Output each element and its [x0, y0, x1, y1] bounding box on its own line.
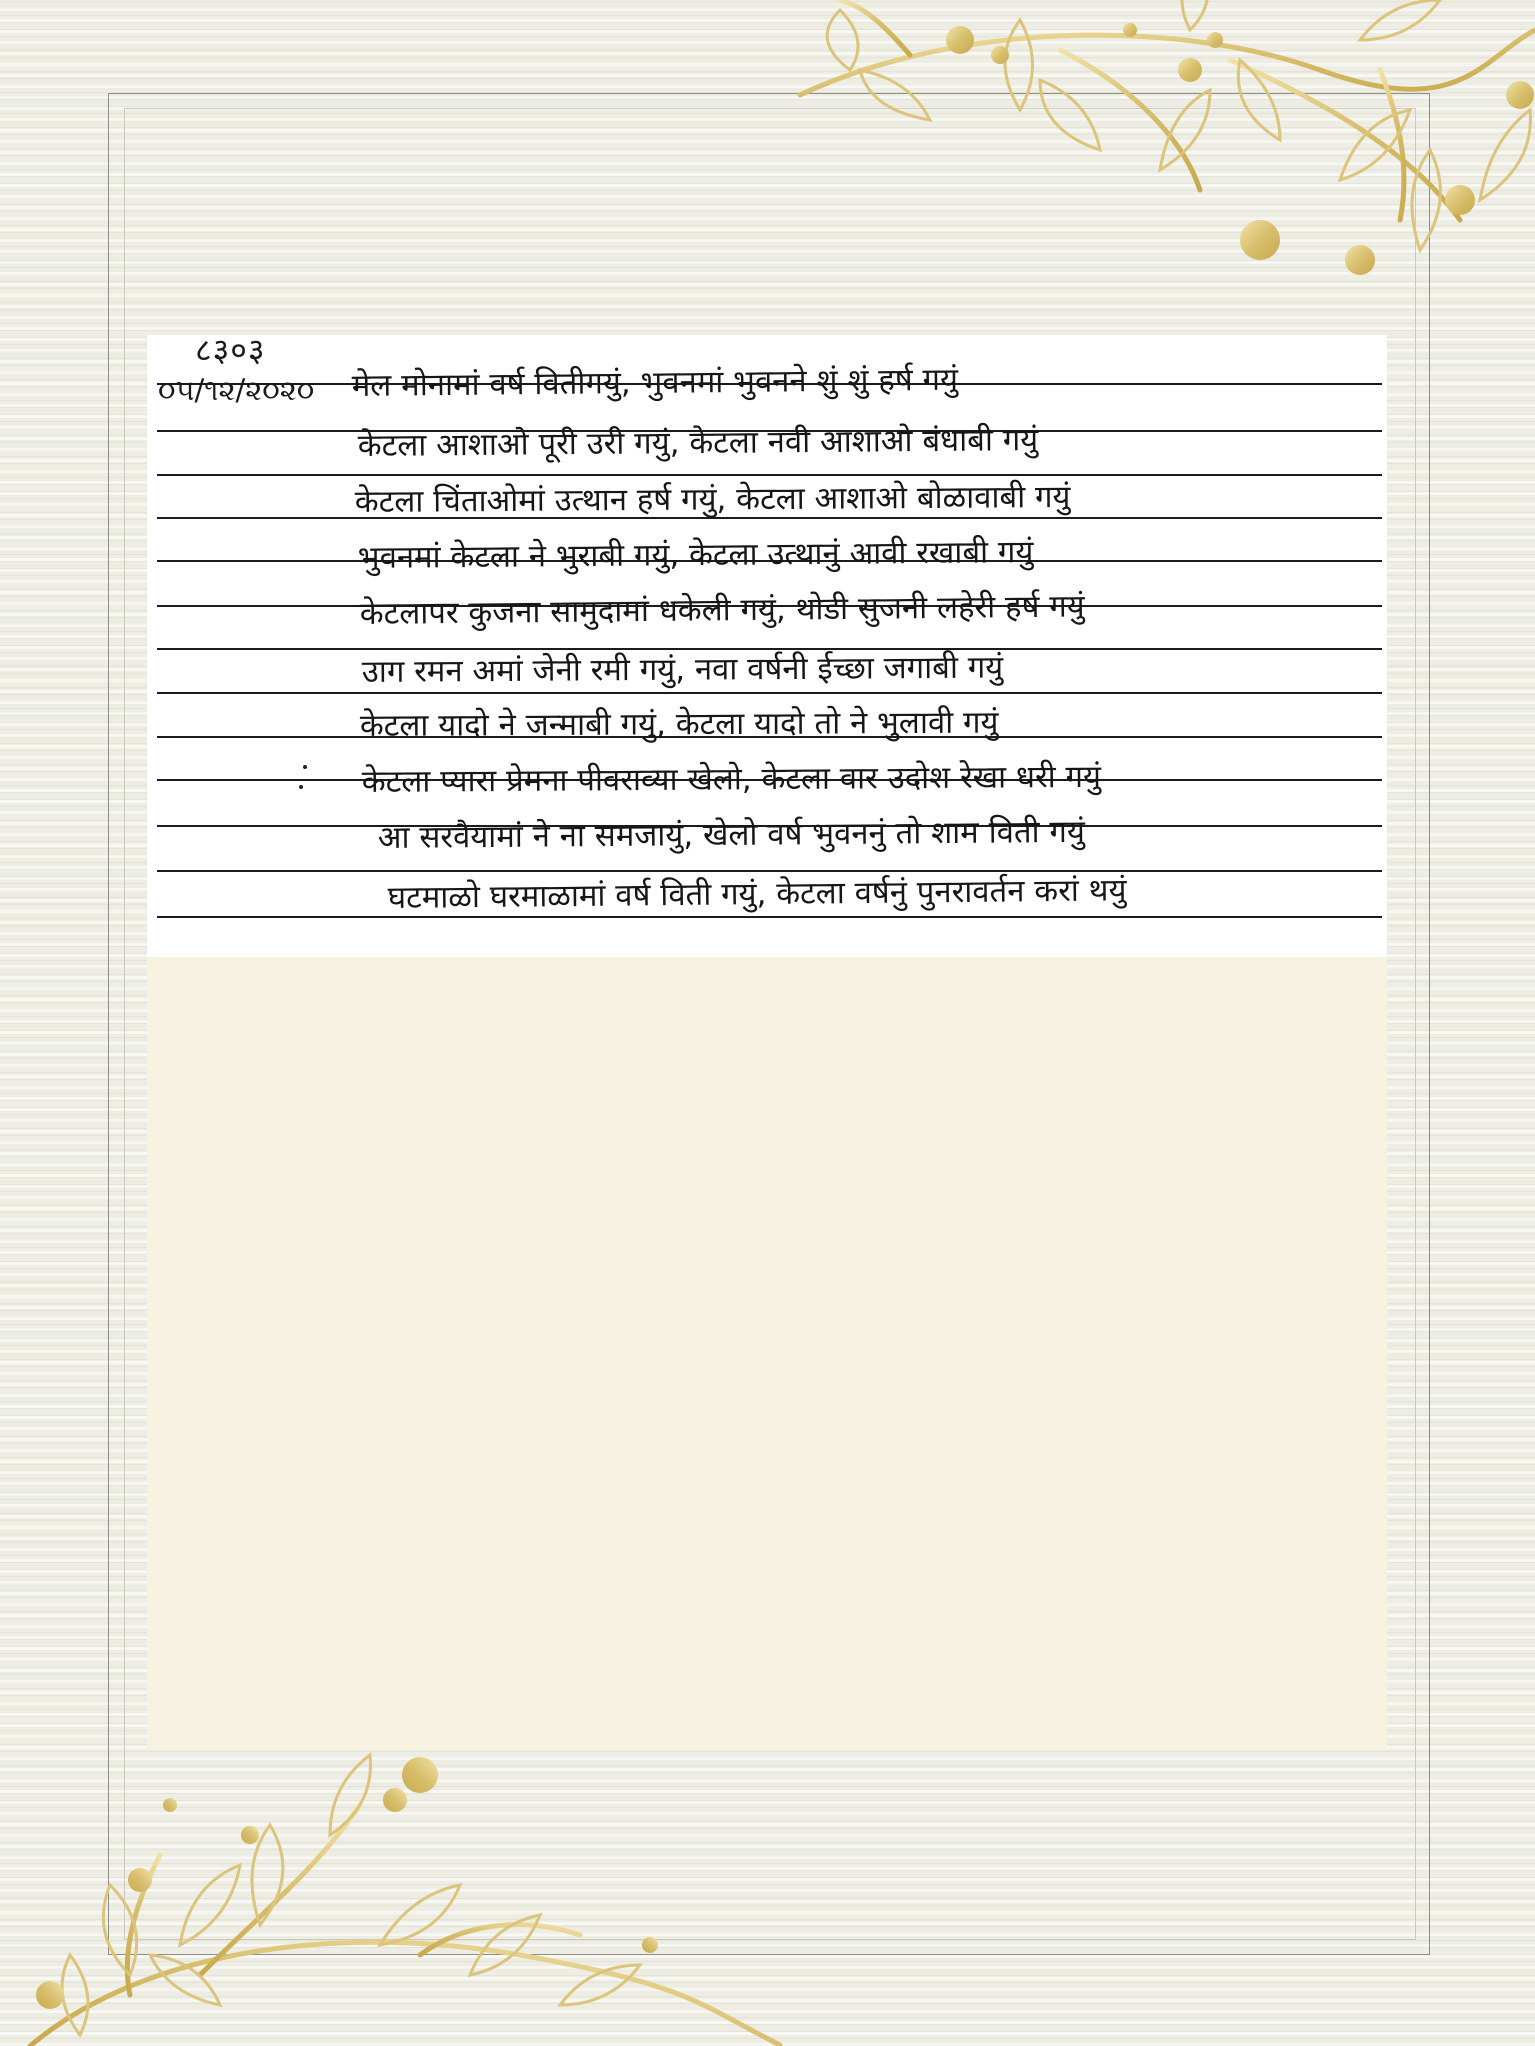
- handwritten-line: मेल मोनामां वर्ष वितीगयुं, भुवनमां भुवनने शुं शुं हर्ष गयुं: [351, 361, 959, 405]
- handwritten-line: भुवनमां केटला ने भुराबी गयुं, केटला उत्थानुं आवी रखाबी गयुं: [357, 534, 1034, 577]
- ruled-line: [157, 916, 1382, 918]
- handwritten-line: उाग रमन अमां जेनी रमी गयुं, नवा वर्षनी ईच्छा जगाबी गयुं: [361, 649, 1004, 691]
- stray-ink-dot: [299, 785, 303, 789]
- ruled-line: [157, 474, 1382, 476]
- handwritten-line: केटलापर कुजना सामुदामां धकेली गयुं, थोडी सुजनी लहेरी हर्ष गयुं: [359, 588, 1085, 633]
- handwritten-line: केटला आशाओ पूरी उरी गयुं, केटला नवी आशाओ बंधाबी गयुं: [357, 422, 1039, 465]
- handwritten-line: केटला चिंताओमां उत्थान हर्ष गयुं, केटला आशाओ बोळावाबी गयुं: [354, 479, 1071, 521]
- handwritten-line: घटमाळो घरमाळामां वर्ष विती गयुं, केटला वर्षनुं पुनरावर्तन करां थयुं: [387, 872, 1127, 917]
- page-number: ८३०३: [195, 331, 266, 369]
- entry-date: ૦૫/૧૨/૨૦૨૦: [158, 373, 315, 407]
- handwritten-line: केटला प्यारा प्रेमना पीवराव्या खेलो, केटला वार उदोश रेखा धरी गयुं: [361, 758, 1102, 801]
- handwritten-line: केटला यादो ने जन्माबी गयुं, केटला यादो तो ने भुलावी गयुं: [359, 704, 999, 744]
- ruled-line: [157, 692, 1382, 694]
- gold-branch-top-right-icon: [760, 0, 1535, 300]
- gold-branch-bottom-left-icon: [0, 1745, 790, 2046]
- handwritten-line: आ सरवैयामां ने ना समजायुं, खेलो वर्ष भुवननुं तो शाम विती गयुं: [377, 813, 1086, 857]
- stray-ink-dot: [303, 765, 307, 769]
